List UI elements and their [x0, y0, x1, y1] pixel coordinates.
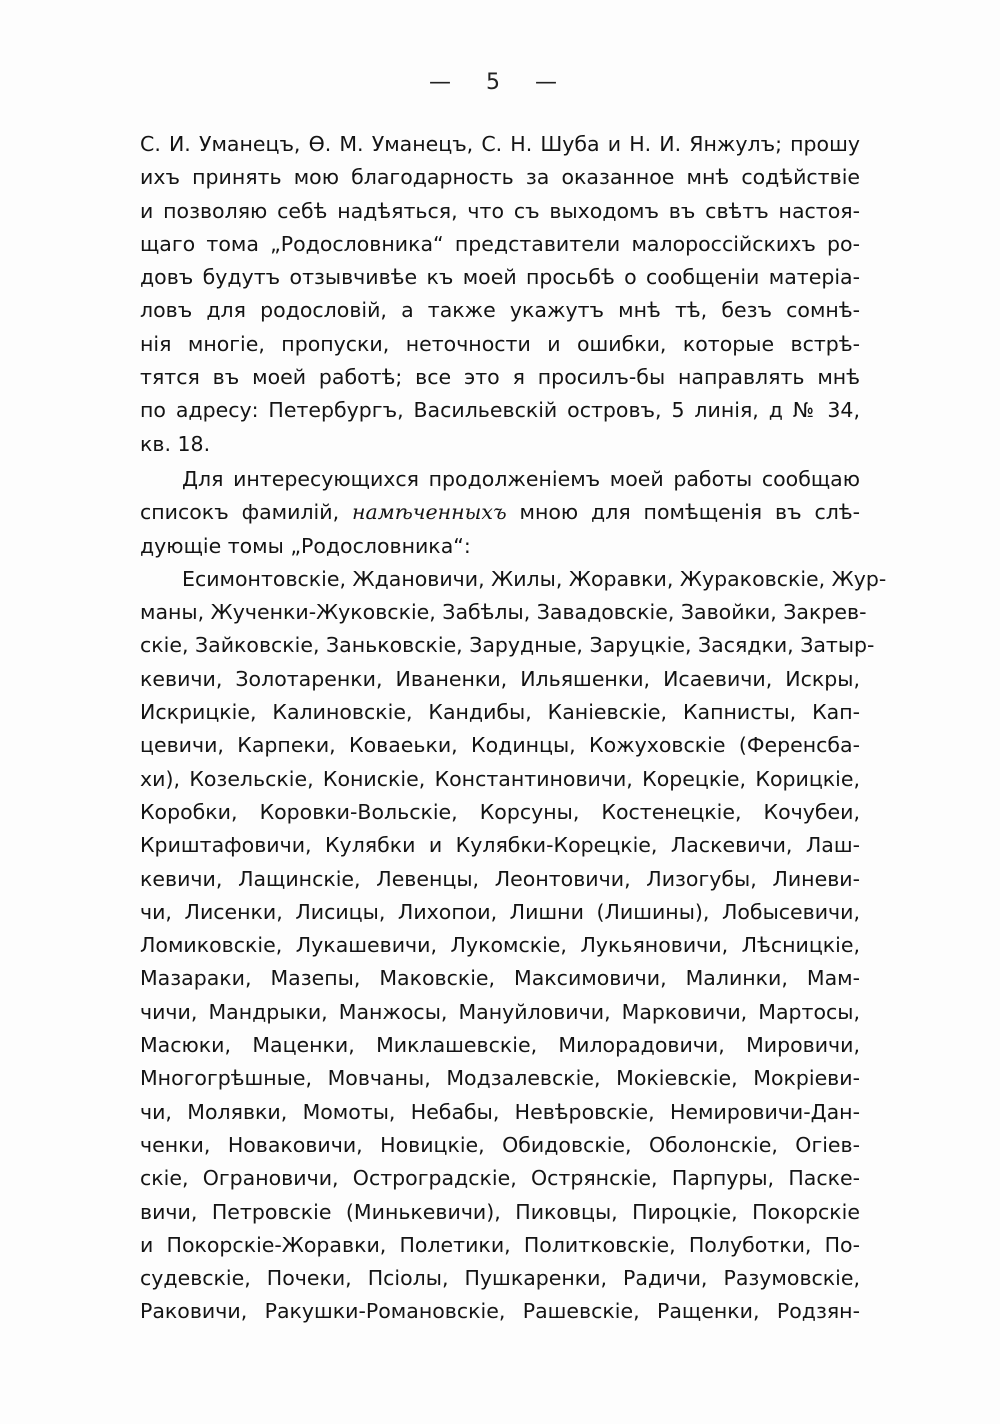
text-line: Многогрѣшные, Мовчаны, Модзалевскіе, Мокіевскіе, Мокріеви- — [140, 1066, 860, 1091]
text-line: хи), Козельскіе, Конискіе, Константиновичи, Корецкіе, Корицкіе, — [140, 766, 860, 791]
page-number: — 5 — — [429, 70, 571, 95]
paragraph-acknowledgement — [140, 128, 860, 461]
text-line: скіе, Зайковскіе, Заньковскіе, Зарудные, Заруцкіе, Засядки, Затыр- — [140, 633, 875, 658]
surname-list-paragraph — [140, 563, 887, 1329]
text-line: Мазараки, Мазепы, Маковскіе, Максимовичи, Малинки, Мам- — [140, 966, 860, 991]
text-line: кв. 18. — [140, 431, 211, 456]
text-line — [140, 496, 860, 529]
text-line: Ломиковскіе, Лукашевичи, Лукомскіе, Лукьяновичи, Лѣсницкіе, — [140, 933, 860, 958]
text-line: Есимонтовскіе, Ждановичи, Жилы, Жоравки, Жураковскіе, Жур- — [182, 566, 887, 591]
text-line: Для интересующихся продолженіемъ моей работы сообщаю — [182, 466, 860, 491]
text-line: Масюки, Маценки, Миклашевскіе, Милорадовичи, Мировичи, — [140, 1033, 860, 1058]
text-line: чи, Молявки, Момоты, Небабы, Невѣровскіе, Немировичи-Дан- — [140, 1099, 860, 1124]
text-line: щаго тома „Родословника“ представители малороссійскихъ ро- — [140, 231, 860, 256]
text-line: ченки, Новаковичи, Новицкіе, Обидовскіе, Оболонскіе, Огіев- — [140, 1132, 860, 1157]
paragraph-announcement — [140, 463, 860, 563]
text-line: чи, Лисенки, Лисицы, Лихопои, Лишни (Лишины), Лобысевичи, — [140, 899, 860, 924]
text-line: судевскіе, Почеки, Псіолы, Пушкаренки, Радичи, Разумовскіе, — [140, 1266, 860, 1291]
text-line: С. И. Уманецъ, Ѳ. М. Уманецъ, С. Н. Шуба и Н. И. Янжулъ; прошу — [140, 132, 860, 156]
text-line: тятся въ моей работѣ; все это я просилъ-бы направлять мнѣ — [140, 365, 860, 390]
text-line: маны, Жученки-Жуковскіе, Забѣлы, Завадовскіе, Завойки, Закрев- — [140, 600, 867, 625]
text-line: и Покорскіе-Жоравки, Полетики, Политковскіе, Полуботки, По- — [140, 1232, 860, 1257]
body-text — [140, 128, 887, 1329]
text-line: нія многіе, пропуски, неточности и ошибки, которые встрѣ- — [140, 331, 860, 356]
text-line: ловъ для родословій, а также укажутъ мнѣ тѣ, безъ сомнѣ- — [140, 298, 860, 323]
text-line: чичи, Мандрыки, Манжосы, Мануйловичи, Марковичи, Мартосы, — [140, 999, 860, 1024]
text-line: Раковичи, Ракушки-Романовскіе, Рашевскіе, Ращенки, Родзян- — [140, 1299, 860, 1324]
text-line: кевичи, Золотаренки, Иваненки, Ильяшенки, Исаевичи, Искры, — [140, 666, 860, 691]
text-line: ихъ принять мою благодарность за оказанное мнѣ содѣйствіе — [140, 165, 860, 190]
text-line: вичи, Петровскіе (Минькевичи), Пиковцы, Пироцкіе, Покорскіе — [140, 1199, 860, 1224]
text-fragment: списокъ фамилій, — [140, 500, 352, 525]
text-line: по адресу: Петербургъ, Васильевскій островъ, 5 линія, д № 34, — [140, 398, 860, 423]
text-line: Искрицкіе, Калиновскіе, Кандибы, Каніевскіе, Капнисты, Кап- — [140, 700, 860, 725]
text-line: Коробки, Коровки-Вольскіе, Корсуны, Костенецкіе, Кочубеи, — [140, 799, 860, 824]
text-line: дующіе томы „Родословника“: — [140, 533, 471, 558]
text-line: и позволяю себѣ надѣяться, что съ выходомъ въ свѣтъ настоя- — [140, 198, 860, 223]
text-line: скіе, Ограновичи, Остроградскіе, Острянскіе, Парпуры, Паске- — [140, 1166, 860, 1191]
text-line: довъ будутъ отзывчивѣе къ моей просьбѣ о сообщеніи матеріа- — [140, 265, 860, 290]
text-line: кевичи, Лащинскіе, Левенцы, Леонтовичи, Лизогубы, Линеви- — [140, 866, 860, 891]
text-line: Криштафовичи, Кулябки и Кулябки-Корецкіе, Ласкевичи, Лаш- — [140, 833, 860, 858]
text-line: цевичи, Карпеки, Коваеьки, Кодинцы, Кожуховскіе (Ференсба- — [140, 733, 860, 758]
text-fragment: мною для помѣщенія въ слѣ- — [506, 500, 860, 525]
emphasized-word: намѣченныхъ — [351, 500, 507, 525]
